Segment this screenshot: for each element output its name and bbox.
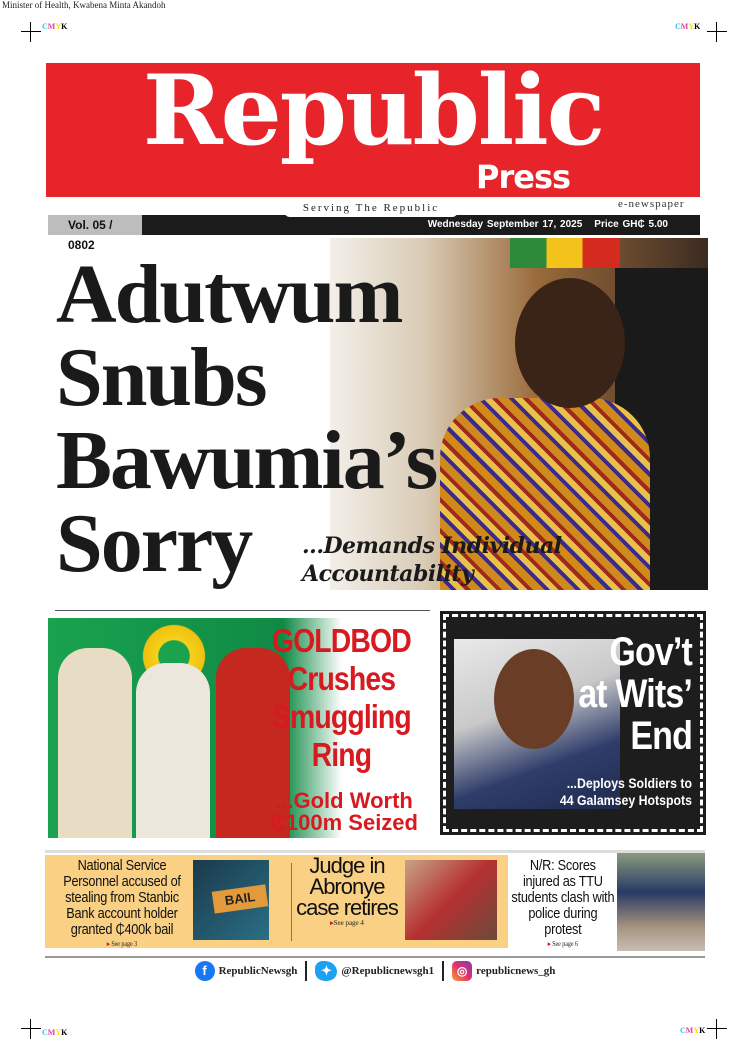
teaser-text: National Service Personnel accused of stealing from Stanbic Bank account holder granted ₵400k bail bbox=[63, 857, 181, 938]
see-page-link[interactable]: ▸See page 4 bbox=[330, 919, 364, 927]
lead-headline-line: Bawumia’s bbox=[56, 414, 437, 507]
issue-date: Wednesday September 17, 2025 bbox=[427, 219, 583, 230]
see-page-link[interactable]: ▸ See page 3 bbox=[106, 940, 138, 948]
divider bbox=[45, 956, 705, 958]
govt-headline: Gov’t at Wits’ End bbox=[578, 630, 692, 758]
date-bar bbox=[142, 215, 700, 235]
logo-title: Republic bbox=[142, 54, 604, 167]
crop-mark-icon bbox=[707, 22, 727, 42]
govt-story[interactable] bbox=[443, 614, 703, 832]
goldbod-subheadline: ...Gold Worth ₵100m Seized bbox=[270, 788, 418, 835]
judges-photo bbox=[405, 860, 497, 940]
facebook-link[interactable]: f RepublicNewsgh bbox=[195, 961, 298, 981]
twitter-icon: ✦ bbox=[315, 961, 337, 981]
divider bbox=[291, 863, 292, 941]
teaser-judge[interactable] bbox=[295, 855, 399, 928]
cmyk-mark: CMYK bbox=[675, 22, 701, 31]
bail-sign: BAIL bbox=[212, 884, 269, 913]
teaser-text: N/R: Scores injured as TTU students clash with police during protest bbox=[511, 857, 615, 938]
page-caption: Minister of Health, Kwabena Minta Akandoh bbox=[2, 0, 166, 10]
teaser-band bbox=[45, 855, 508, 948]
cmyk-mark: CMYK bbox=[42, 1028, 68, 1037]
goldbod-story[interactable] bbox=[48, 618, 440, 838]
divider bbox=[55, 610, 430, 611]
volume-number: Vol. 05 / 0802 bbox=[48, 215, 142, 235]
cmyk-mark: CMYK bbox=[42, 22, 68, 31]
teaser-text: Judge in Abronye case retires bbox=[296, 853, 398, 920]
facebook-icon: f bbox=[195, 961, 215, 981]
instagram-icon: ◎ bbox=[452, 961, 472, 981]
lead-subheadline: ...Demands Individual Accountability bbox=[302, 533, 562, 587]
tagline: Serving The Republic bbox=[284, 199, 458, 217]
see-page-link[interactable]: ▸ See page 6 bbox=[547, 940, 578, 948]
crop-mark-icon bbox=[707, 1019, 727, 1039]
cmyk-mark: CMYK bbox=[680, 1026, 706, 1035]
masthead bbox=[46, 54, 700, 197]
twitter-link[interactable]: ✦ @Republicnewsgh1 bbox=[315, 961, 434, 981]
edition-label: e-newspaper bbox=[618, 198, 685, 210]
protest-photo bbox=[617, 853, 705, 951]
logo-subtitle: Press bbox=[476, 158, 571, 196]
portrait-face bbox=[515, 278, 625, 408]
lead-headline-line: Snubs bbox=[56, 331, 266, 424]
crop-mark-icon bbox=[21, 1019, 41, 1039]
lead-headline-line: Sorry bbox=[56, 497, 252, 590]
separator bbox=[305, 961, 307, 981]
separator bbox=[442, 961, 444, 981]
bail-photo bbox=[193, 860, 269, 940]
social-links bbox=[0, 961, 750, 981]
person-photo bbox=[58, 648, 132, 838]
teaser-bail[interactable] bbox=[51, 858, 193, 949]
teaser-ttu[interactable] bbox=[511, 858, 615, 949]
ghana-flag bbox=[510, 238, 620, 268]
govt-subheadline: ...Deploys Soldiers to 44 Galamsey Hotspots bbox=[559, 775, 692, 808]
crop-mark-icon bbox=[21, 22, 41, 42]
instagram-link[interactable]: ◎ republicnews_gh bbox=[452, 961, 555, 981]
issue-price: Price GH₵ 5.00 bbox=[594, 219, 668, 230]
person-photo bbox=[136, 663, 210, 838]
lead-headline-line: Adutwum bbox=[56, 248, 402, 341]
goldbod-headline: GOLDBOD Crushes Smuggling Ring bbox=[271, 622, 411, 773]
